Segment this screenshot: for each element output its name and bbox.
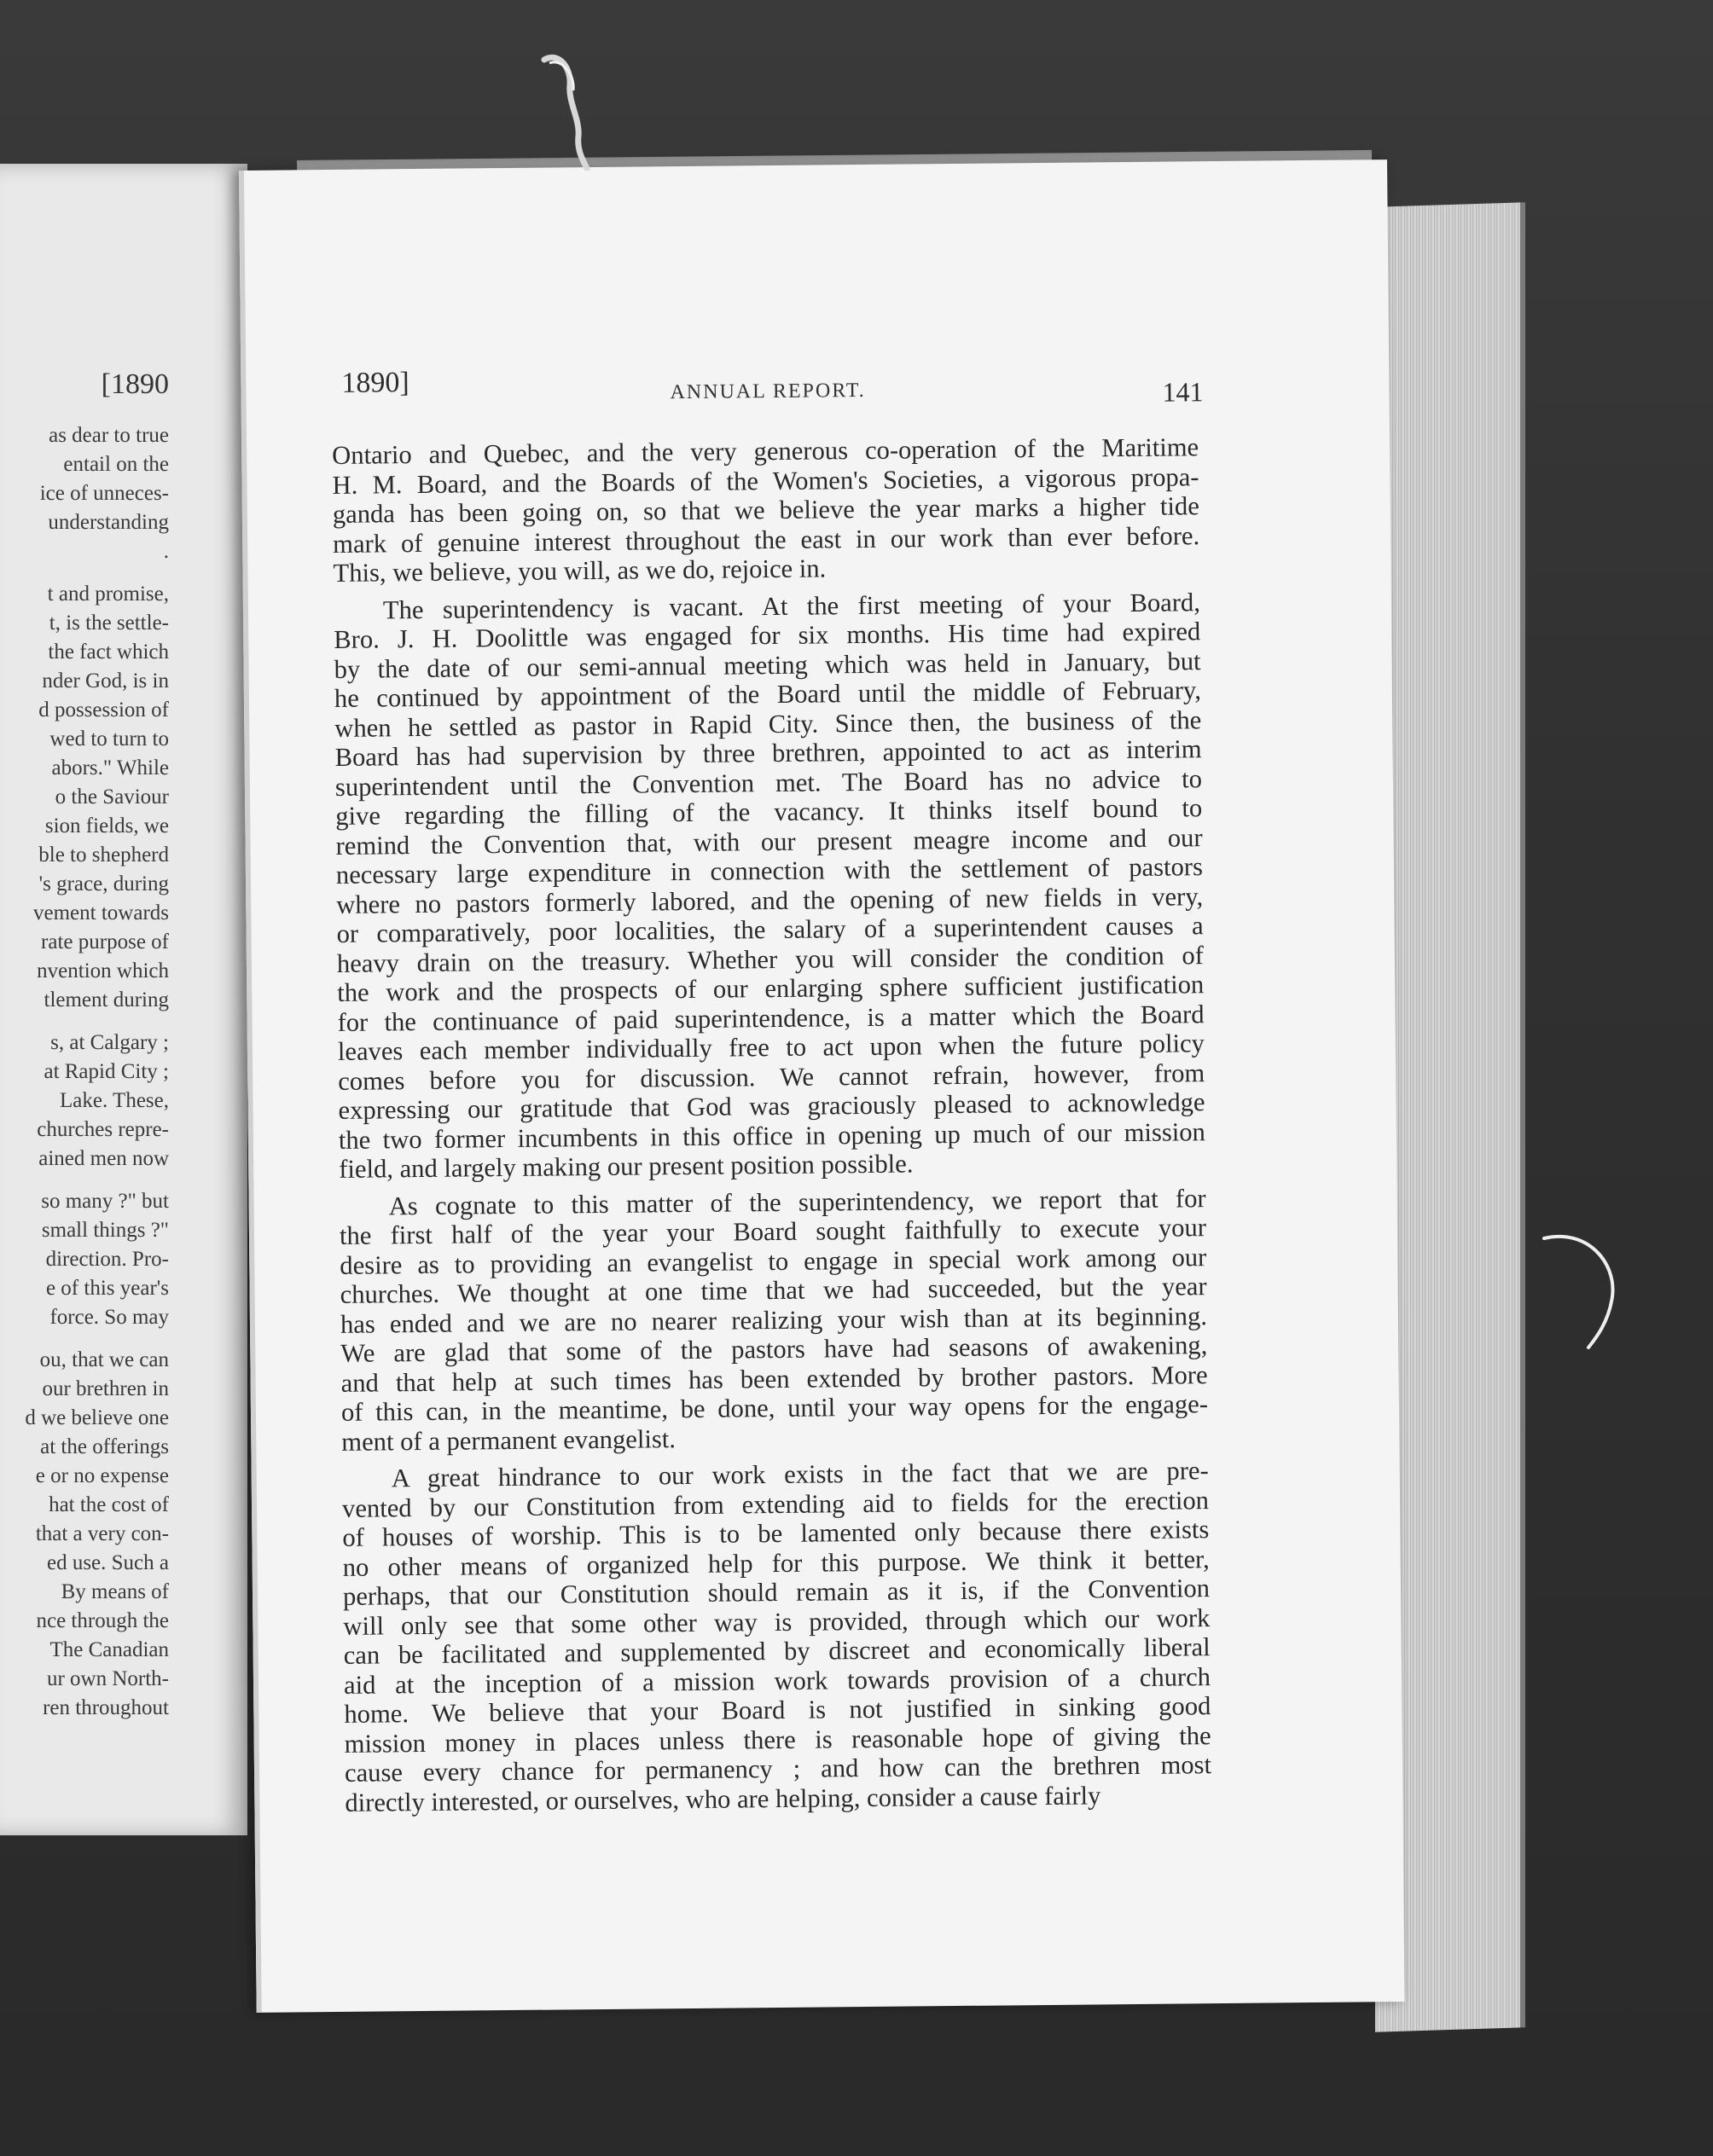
left-page-line: at Rapid City ; — [44, 1060, 169, 1083]
text-line: the work and the prospects of our enlarging sphere sufficient justification — [337, 970, 1205, 1007]
text-line: H. M. Board, and the Boards of the Women's Societies, a vigorous propa- — [332, 461, 1199, 500]
text-line: This, we believe, you will, as we do, rejoice in. — [333, 553, 827, 588]
left-page-line: d we believe one — [25, 1406, 169, 1429]
left-page-line: t and promise, — [47, 582, 169, 606]
text-line: no other means of organized help for this purpose. We think it better, — [342, 1544, 1210, 1582]
left-page-line: ed use. Such a — [46, 1551, 169, 1574]
left-page-line: o the Saviour — [55, 785, 169, 808]
text-line: will only see that some other way is provided, through which our work — [343, 1603, 1211, 1641]
left-page-line: tlement during — [44, 988, 169, 1011]
paragraph — [332, 432, 1200, 588]
right-page — [239, 159, 1405, 2013]
text-line: give regarding the filling of the vacancy. It thinks itself bound to — [335, 793, 1203, 831]
running-head — [341, 359, 1203, 415]
text-line: necessary large expenditure in connection with the settlement of pastors — [335, 852, 1204, 890]
left-page-line: that a very con- — [35, 1522, 169, 1545]
left-page-text — [0, 421, 169, 1723]
text-line: churches. We thought at one time that we had succeeded, but the year — [340, 1272, 1207, 1309]
text-line: mission money in places unless there is reasonable hope of giving the — [344, 1720, 1211, 1759]
text-line: desire as to providing an evangelist to engage in special work among our — [340, 1242, 1207, 1280]
left-page-line: The Canadian — [49, 1638, 169, 1661]
left-page-line: our brethren in — [42, 1377, 169, 1400]
text-line: comes before you for discussion. We cannot refrain, however, from — [338, 1058, 1205, 1096]
running-head-title: ANNUAL REPORT. — [670, 379, 866, 404]
text-line: or comparatively, poor localities, the salary of a superintendent causes a — [336, 911, 1204, 948]
left-page-line: small things ?" — [41, 1219, 169, 1242]
left-page-line — [0, 1332, 169, 1346]
left-page-line: s, at Calgary ; — [50, 1031, 169, 1054]
text-line: perhaps, that our Constitution should remain as it is, if the Convention — [342, 1574, 1211, 1611]
text-line: of this can, in the meantime, be done, until your way opens for the engage- — [340, 1389, 1209, 1427]
left-page-line: nder God, is in — [42, 669, 169, 693]
text-line: heavy drain on the treasury. Whether you will consider the condition of — [336, 940, 1205, 978]
left-page-line: churches repre- — [37, 1118, 169, 1141]
left-page-line: t, is the settle- — [49, 611, 169, 635]
left-page-line — [0, 566, 169, 580]
text-line: cause every chance for permanency ; and how can the brethren most — [344, 1750, 1212, 1788]
left-page-line: ren throughout — [43, 1696, 169, 1719]
left-page-line: By means of — [61, 1580, 169, 1603]
text-line: vented by our Constitution from extending aid to fields for the erection — [341, 1485, 1210, 1523]
left-page-line: ble to shepherd — [38, 843, 169, 866]
text-line: for the continuance of paid superintendence, is a matter which the Board — [337, 999, 1205, 1037]
left-page-line: e of this year's — [45, 1277, 169, 1300]
text-line: ganda has been going on, so that we believe the year marks a higher tide — [332, 491, 1199, 529]
left-page-line: wed to turn to — [49, 727, 169, 751]
text-line: superintendent until the Convention met. The Board has no advice to — [334, 763, 1203, 802]
text-line: remind the Convention that, with our present meagre income and our — [335, 822, 1203, 861]
text-line: ment of a permanent evangelist. — [341, 1423, 676, 1457]
left-page-line: nvention which — [37, 959, 169, 982]
text-line: home. We believe that your Board is not justified in sinking good — [344, 1691, 1211, 1729]
left-page-line: e or no expense — [35, 1464, 169, 1487]
left-page-line: the fact which — [48, 640, 169, 664]
left-page-line: ou, that we can — [39, 1348, 169, 1371]
left-page-line: as dear to true — [49, 424, 169, 447]
ribbon-bookmark — [537, 51, 606, 171]
text-line: he continued by appointment of the Board until the middle of February, — [334, 675, 1202, 713]
text-line: when he settled as pastor in Rapid City. Since then, the business of the — [334, 704, 1202, 743]
paragraph — [342, 1456, 1212, 1817]
left-page-line — [0, 1174, 169, 1187]
text-line: directly interested, or ourselves, who are helping, consider a cause fairly — [345, 1780, 1101, 1817]
text-line: mark of genuine interest throughout the east in our work than ever before. — [333, 520, 1200, 559]
text-line: Ontario and Quebec, and the very generous co-operation of the Maritime — [332, 432, 1199, 470]
left-page — [0, 164, 247, 1835]
left-page-line: sion fields, we — [44, 814, 169, 837]
text-line: The superintendency is vacant. At the first meeting of your Board, — [382, 587, 1201, 624]
text-line: As cognate to this matter of the superintendency, we report that for — [388, 1183, 1206, 1220]
text-line: has ended and we are no nearer realizing your wish than at its beginning. — [340, 1301, 1208, 1339]
text-line: aid at the inception of a mission work towards provision of a church — [343, 1661, 1211, 1700]
pencil-mark — [1536, 1228, 1638, 1356]
left-page-line: . — [163, 540, 169, 563]
paragraph — [334, 588, 1206, 1185]
left-page-header: [1890 — [101, 368, 169, 400]
text-line: the first half of the year your Board sought faithfully to execute your — [339, 1213, 1207, 1250]
left-page-line: nce through the — [36, 1609, 169, 1632]
text-line: leaves each member individually free to act upon when the future policy — [337, 1029, 1205, 1066]
left-page-line: ained men now — [38, 1147, 169, 1170]
left-page-line: entail on the — [63, 453, 169, 476]
page-number: 141 — [1162, 376, 1204, 408]
left-page-line: ur own North- — [46, 1667, 169, 1690]
left-page-line: ice of unneces- — [39, 482, 169, 505]
running-head-year: 1890] — [341, 367, 409, 399]
left-page-line — [0, 1015, 169, 1029]
text-line: Board has had supervision by three brethren, appointed to act as interim — [334, 734, 1202, 772]
body-text — [332, 432, 1212, 1825]
text-line: of houses of worship. This is to be lamented only because there exists — [342, 1515, 1210, 1552]
left-page-line: understanding — [48, 511, 169, 534]
text-line: and that help at such times has been extended by brother pastors. More — [340, 1359, 1208, 1398]
left-page-line: abors." While — [51, 756, 169, 780]
text-line: field, and largely making our present position possible. — [339, 1149, 914, 1184]
text-line: Bro. J. H. Doolittle was engaged for six months. His time had expired — [334, 617, 1201, 654]
left-page-line: 's grace, during — [38, 872, 169, 895]
left-page-line: hat the cost of — [49, 1493, 169, 1516]
text-line: where no pastors formerly labored, and the opening of new fields in very, — [336, 881, 1204, 919]
left-page-line: d possession of — [38, 698, 169, 722]
text-line: A great hindrance to our work exists in the fact that we are pre- — [391, 1456, 1209, 1493]
text-line: We are glad that some of the pastors have had seasons of awakening, — [340, 1330, 1208, 1368]
text-line: expressing our gratitude that God was graciously pleased to acknowledge — [338, 1087, 1205, 1125]
left-page-line: vement towards — [33, 901, 169, 924]
left-page-line: force. So may — [49, 1306, 169, 1329]
left-page-line: Lake. These, — [60, 1089, 169, 1112]
text-line: the two former incumbents in this office in opening up much of our mission — [338, 1116, 1206, 1155]
left-page-line: at the offerings — [40, 1435, 169, 1458]
text-line: by the date of our semi-annual meeting which was held in January, but — [334, 646, 1201, 684]
paragraph — [339, 1184, 1208, 1457]
text-line: can be facilitated and supplemented by discreet and economically liberal — [343, 1632, 1211, 1670]
left-page-line: rate purpose of — [41, 930, 169, 953]
left-page-line: direction. Pro- — [45, 1248, 169, 1271]
left-page-line: so many ?" but — [41, 1190, 169, 1213]
